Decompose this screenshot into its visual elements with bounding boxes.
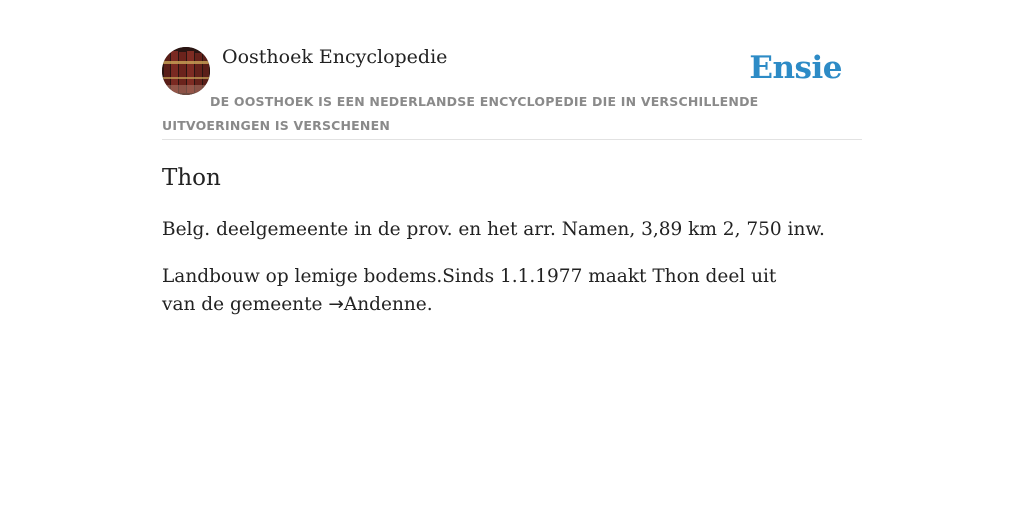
cross-reference-link[interactable]: Andenne xyxy=(343,294,427,315)
entry-paragraph xyxy=(162,263,802,319)
source-title[interactable]: Oosthoek Encyclopedie xyxy=(222,46,448,68)
entry-paragraph: Belg. deelgemeente in de prov. en het arr. Namen, 3,89 km 2, 750 inw. xyxy=(162,219,825,240)
entry-title: Thon xyxy=(162,165,221,191)
entry-content xyxy=(162,162,862,315)
paragraph-end: . xyxy=(426,294,433,315)
brand-logo[interactable]: Ensie xyxy=(749,50,842,86)
arrow-icon: → xyxy=(328,294,344,315)
source-description: DE OOSTHOEK IS EEN NEDERLANDSE ENCYCLOPEDIE DIE IN VERSCHILLENDE UITVOERINGEN IS VERSCHENEN xyxy=(162,94,759,133)
header-divider xyxy=(162,139,862,140)
paragraph-text: Landbouw op lemige bodems.Sinds 1.1.1977 maakt Thon deel uit van de gemeente xyxy=(162,266,777,315)
book-spines-image xyxy=(162,47,210,95)
source-avatar[interactable] xyxy=(162,47,210,95)
